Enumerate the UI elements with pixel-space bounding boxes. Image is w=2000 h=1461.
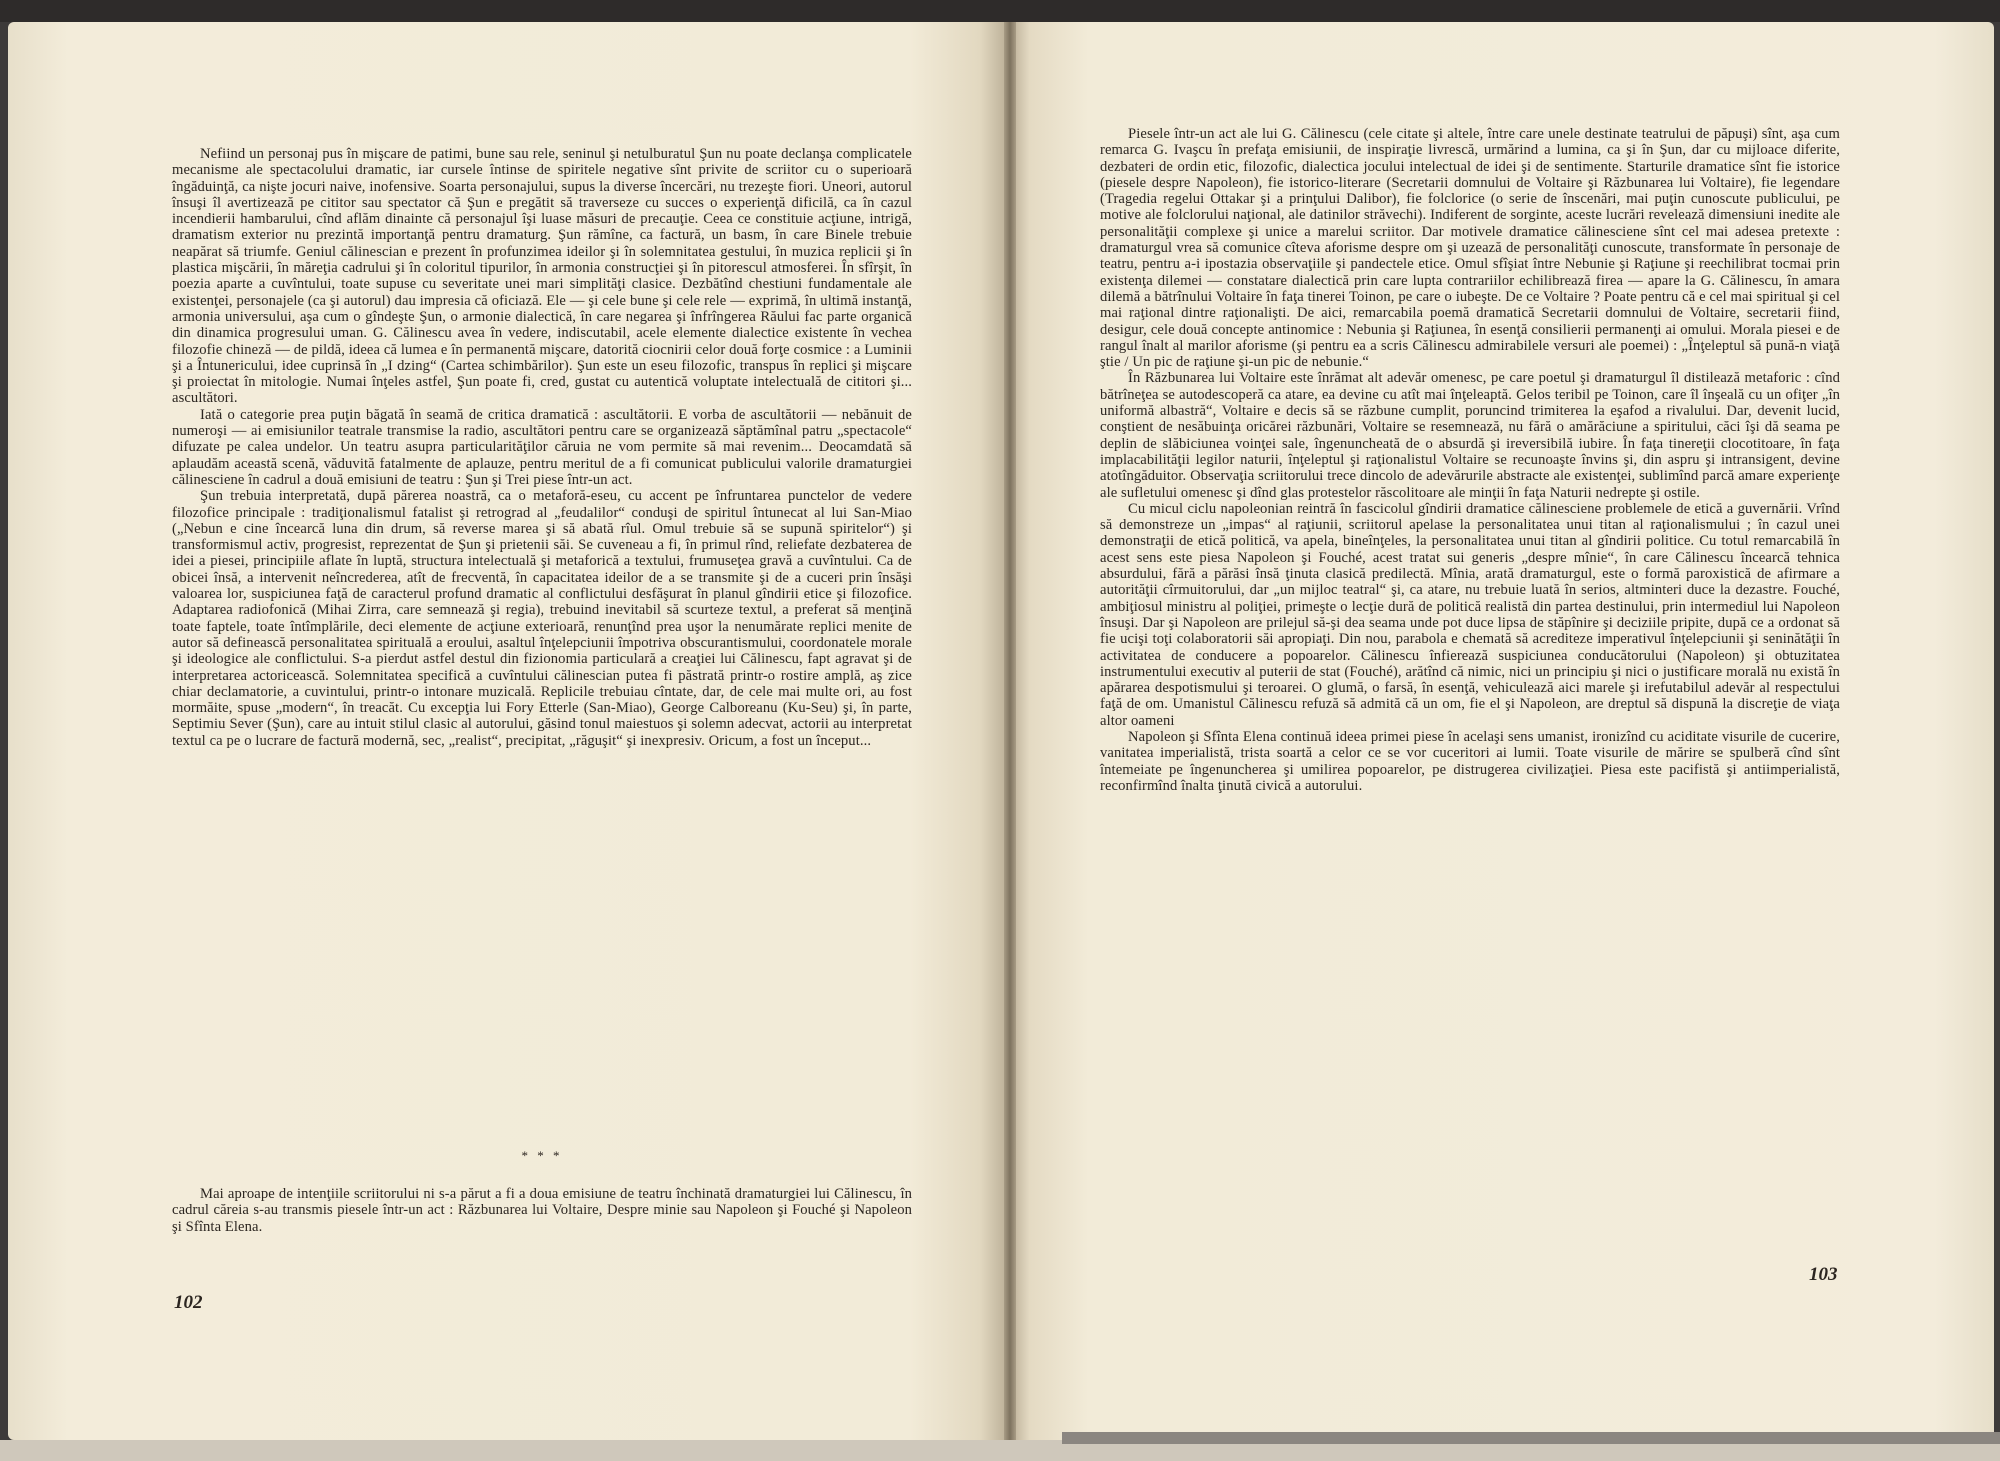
- scan-top-edge: [0, 0, 2000, 22]
- left-paragraph-3: Şun trebuia interpretată, după părerea noastră, ca o metaforă-eseu, cu accent pe înfruntarea punctelor de vedere filozofice principale : tradiţionalismul fatalist şi retrograd al „feudalilor“ conduşi de spiritul întunecat al lui San-Miao („Nebun e cine încearcă luna din drum, să reverse marea şi să abată rîul. Omul trebuie să se supună spiritelor“) şi transformismul activ, progresist, reprezentat de Şun şi prietenii săi. Se cuveneau a fi, în primul rînd, reliefate dezbaterea de idei a piesei, principiile aflate în luptă, structura intelectuală şi metaforică a textului, frumuseţea gravă a cuvîntului. Ca de obicei însă, a intervenit neîncrederea, atît de frecventă, în capacitatea ideilor de a se transmite şi de a cuceri prin însăşi valoarea lor, suspiciunea faţă de caracterul profund dramatic al conflictului desfăşurat în planul gîndirii etice şi filozofice. Adaptarea radiofonică (Mihai Zirra, care semnează şi regia), trebuind inevitabil să scurteze textul, a preferat să menţină toate faptele, toate întîmplările, deci elemente de acţiune exterioară, renunţînd prea uşor la nenumărate replici menite de autor să definească personalitatea spirituală a eroului, asaltul înţelepciunii împotriva obscurantismului, coordonatele morale şi ideologice ale conflictului. S-a pierdut astfel destul din fizionomia particulară a creaţiei lui Călinescu, fapt agravat şi de interpretarea actoricească. Solemnitatea specifică a cuvîntului călinescian putea fi păstrată printr-o rostire amplă, aş zice chiar declamatorie, a cuvintului, printr-o intonare muzicală. Replicile trebuiau cîntate, dar, de cele mai multe ori, au fost mormăite, spuse „modern“, în treacăt. Cu excepţia lui Fory Etterle (San-Miao), George Calboreanu (Ku-Seu) şi, în parte, Septimiu Sever (Şun), care au intuit stilul clasic al autorului, găsind tonul maiestuos şi solemn adecvat, actorii au interpretat textul ca pe o lucrare de factură modernă, sec, „realist“, precipitat, „răguşit“ şi inexpresiv. Oricum, a fost un început...: [172, 488, 912, 749]
- right-paragraph-4: Napoleon şi Sfînta Elena continuă ideea primei piese în acelaşi sens umanist, ironizînd cu aciditate visurile de cucerire, vanitatea imperialistă, trista soartă a celor ce se vor cuceritori ai lumii. Toate visurile de mărire se spulberă cînd sînt întemeiate pe îngenuncherea şi umilirea popoarelor, pe distrugerea civilizaţiei. Piesa este pacifistă şi antiimperialistă, reconfirmînd înalta ţinută civică a autorului.: [1100, 728, 1840, 794]
- left-paragraph-1: Nefiind un personaj pus în mişcare de patimi, bune sau rele, seninul şi netulburatul Şun nu poate declanşa complicatele mecanisme ale spectacolului dramatic, iar cursele întinse de spiritele negative sînt privite de scriitor cu o superioară îngăduinţă, ca nişte jocuri naive, inofensive. Soarta personajului, supus la diverse încercări, nu trezeşte fiori. Uneori, autorul însuşi îl avertizează pe cititor sau spectator că Şun e pregătit să traverseze cu succes o experienţă dificilă, ca în cazul incendierii hambarului, cînd aflăm dinainte că personajul îşi luase măsuri de precauţie. Ceea ce constituie acţiune, intrigă, dramatism exterior nu prezintă importanţă pentru dramaturg. Şun rămîne, ca factură, un basm, în care Binele trebuie neapărat să triumfe. Geniul călinescian e prezent în profunzimea ideilor şi în solemnitatea gestului, în muzica replicii şi în plastica mişcării, în măreţia cadrului şi în coloritul tipurilor, în armonia construcţiei şi în pitorescul atmosferei. În sfîrşit, în poezia aparte a cuvîntului, toate supuse cu severitate unei mari simplităţi clasice. Dezbătînd chestiuni fundamentale ale existenţei, personajele (ca şi autorul) dau impresia că oficiază. Ele — şi cele bune şi cele rele — exprimă, în ultimă instanţă, armonia universului, aşa cum o gîndeşte Şun, o armonie dialectică, în care negarea şi înfrîngerea Răului fac parte organică din dinamica progresului uman. G. Călinescu avea în vedere, indiscutabil, acele elemente dialectice existente în vechea filozofie chineză — de pildă, ideea că lumea e în permanentă mişcare, datorită ciocnirii celor două forţe cosmice : a Luminii şi a Întunericului, idee cuprinsă în „I dzing“ (Cartea schimbărilor). Şun este un eseu filozofic, transpus în replici şi mişcare şi proiectat în mitologie. Numai înţeles astfel, Şun poate fi, cred, gustat cu autentică voluptate intelectuală de cititori şi... ascultători.: [172, 146, 912, 407]
- right-paragraph-1: Piesele într-un act ale lui G. Călinescu (cele citate şi altele, între care unele destinate teatrului de păpuşi) sînt, aşa cum remarca G. Ivaşcu în prefaţa emisiunii, de inspiraţie livrescă, urmărind a lumina, ca şi în Şun, dar cu mijloace diferite, dezbateri de ordin etic, filozofic, dialectica jocului intelectual de idei şi de sentimente. Starturile dramatice sînt fie istorice (piesele despre Napoleon), fie istorico-literare (Secretarii domnului de Voltaire şi Răzbunarea lui Voltaire), fie legendare (Tragedia regelui Ottakar şi a prinţului Dalibor), fie folclorice (o serie de înscenări, mai puţin cunoscute publicului, pe motive ale folclorului naţional, ale datinilor străvechi). Indiferent de sorginte, aceste lucrări revelează dimensiuni inedite ale personalităţii complexe şi unice a marelui scriitor. Dar motivele dramatice călinesciene sînt cel mai adesea pretexte : dramaturgul vrea să comunice cîteva aforisme despre om şi uzează de personalităţi cunoscute, transformate în personaje de teatru, pentru a-i ipostazia observaţiile şi pandectele etice. Omul sfîşiat între Nebunie şi Raţiune şi reechilibrat tocmai prin existenţa dilemei — constatare dialectică prin care lupta contrariilor echilibrează firea — apare la G. Călinescu, în amara dilemă a bătrînului Voltaire în faţa tinerei Toinon, pe care o iubeşte. De ce Voltaire ? Poate pentru că e cel mai spiritual şi cel mai raţional dintre raţionalişti. De aici, remarcabila poemă dramatică Secretarii domnului de Voltaire, secretarii fiind, desigur, cele două concepte antinomice : Nebunia şi Raţiunea, în esenţă consilierii permanenţi ai omului. Morala piesei e de rangul înalt al marilor aforisme (şi pentru ea a scris Călinescu admirabilele versuri ale poemei) : „Înţeleptul să pună-n viaţă ştie / Un pic de raţiune şi-un pic de nebunie.“: [1100, 126, 1840, 371]
- left-page-text: [172, 146, 912, 749]
- section-separator: * * *: [521, 1148, 563, 1163]
- right-page-text: [1100, 126, 1840, 794]
- page-stack-edge: [1062, 1432, 2000, 1444]
- book-gutter: [1004, 22, 1016, 1440]
- left-closing-paragraph: Mai aproape de intenţiile scriitorului ni s-a părut a fi a doua emisiune de teatru închinată dramaturgiei lui Călinescu, în cadrul căreia s-au transmis piesele într-un act : Răzbunarea lui Voltaire, Despre minie sau Napoleon şi Fouché şi Napoleon şi Sfînta Elena.: [172, 1186, 912, 1235]
- left-page-closing: [172, 1186, 912, 1235]
- right-paragraph-2: În Răzbunarea lui Voltaire este înrămat alt adevăr omenesc, pe care poetul şi dramaturgul îl distilează metaforic : cînd bătrîneţea se autodescoperă ca atare, ea devine cu atît mai înţeleaptă. Gelos teribil pe Toinon, care îl înşeală cu un ofiţer „în uniformă albastră“, Voltaire e decis să se răzbune cumplit, poruncind trimiterea la eşafod a rivalului. Dar, devenit lucid, conştient de nesăbuinţa oricărei răzbunări, Voltaire se resemnează, nu fără o amărăciune a spiritului, căci îşi dă seama pe deplin de slăbiciunea voinţei sale, îngenuncheată de o absurdă şi ireversibilă iubire. În faţa tinereţii clocotitoare, în faţa implacabilităţii legilor naturii, înţeleptul şi raţionalistul Voltaire se recunoaşte învins şi, din aspru şi intransigent, devine atotîngăduitor. Observaţia scriitorului trece dincolo de adevărurile abstracte ale existenţei, sublimînd parcă amare experienţe ale sufletului omenesc şi dînd glas protestelor răscolitoare ale minţii în faţa Naturii nedrepte şi ostile.: [1100, 370, 1840, 501]
- page-number-right: 103: [1809, 1264, 1838, 1285]
- left-paragraph-2: Iată o categorie prea puţin băgată în seamă de critica dramatică : ascultătorii. E vorba de ascultătorii — nebănuit de numeroşi — ai emisiunilor teatrale transmise la radio, ascultători pentru care se organizează săptămînal patru „spectacole“ difuzate pe calea undelor. Un teatru asupra particularităţilor căruia ne vom permite să mai revenim... Deocamdată să aplaudăm această scenă, văduvită fatalmente de aplauze, pentru meritul de a fi comunicat publicului valorile dramaturgiei călinesciene în cadrul a două emisiuni de teatru : Şun şi Trei piese într-un act.: [172, 406, 912, 488]
- right-paragraph-3: Cu micul ciclu napoleonian reintră în fascicolul gîndirii dramatice călinesciene problemele de etică a guvernării. Vrînd să demonstreze un „impas“ al raţiunii, scriitorul apelase la personalitatea unui titan al raţionalismului ; în cazul unei demonstraţii de etică politică, va apela, bineînţeles, la personalitatea unui titan al gîndirii politice. Cu totul remarcabilă în acest sens este piesa Napoleon şi Fouché, acest tratat sui generis „despre mînie“, în care Călinescu încearcă tehnica absurdului, fără a părăsi însă ţinuta clasică predilectă. Mînia, arată dramaturgul, este o formă paroxistică de afirmare a autorităţii cîrmuitorului, dar „un mijloc teatral“ şi, ca atare, nu trebuie luată în serios, altminteri duce la dezastre. Fouché, ambiţiosul ministru al poliţiei, primeşte o lecţie dură de politică realistă din partea destinului, prin intermediul lui Napoleon însuşi. Dar şi Napoleon are prilejul să-şi dea seama unde pot duce lipsa de stăpînire şi deciziile pripite, după ce a ordonat să fie ucişi toţi colaboratorii săi apropiaţi. Din nou, parabola e chemată să acrediteze imperativul înţelepciunii şi seninătăţii în activitatea de conducere a popoarelor. Călinescu înfierează suspiciunea conducătorului (Napoleon) şi obtuzitatea instrumentului executiv al puterii de stat (Fouché), arătînd că nimic, nici un principiu şi nici o justificare morală nu există în apărarea despotismului şi teroarei. O glumă, o farsă, în esenţă, vehiculează aici marele şi irefutabilul adevăr al respectului faţă de om. Umanistul Călinescu refuză să admită că un om, fie el şi Napoleon, are dreptul să dispună la discreţie de viaţa altor oameni: [1100, 500, 1840, 729]
- page-number-left: 102: [174, 1292, 203, 1313]
